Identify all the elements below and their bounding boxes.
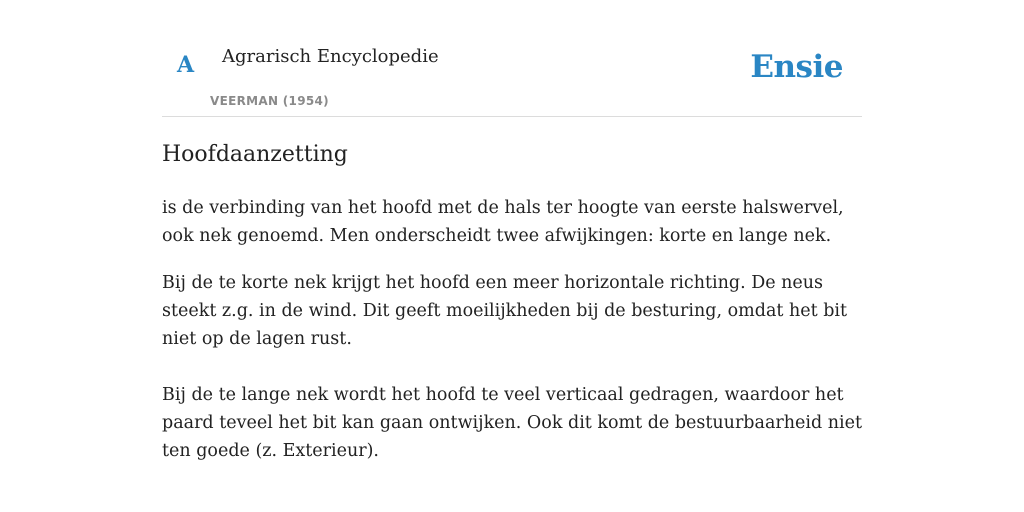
entry-paragraph: Bij de te lange nek wordt het hoofd te veel verticaal gedragen, waardoor het paard teveel het bit kan gaan ontwijken. Ook dit komt de bestuurbaarheid niet ten goede (z. Exterieur). (162, 384, 862, 461)
book-logo-icon[interactable]: A (177, 52, 195, 78)
entry-paragraph: is de verbinding van het hoofd met de hals ter hoogte van eerste halswervel, ook nek genoemd. Men onderscheidt twee afwijkingen: korte en lange nek. (162, 197, 844, 246)
book-author: VEERMAN (1954) (210, 94, 329, 108)
entry-paragraph: Bij de te korte nek krijgt het hoofd een meer horizontale richting. De neus steekt z.g. in de wind. Dit geeft moeilijkheden bij de besturing, omdat het bit niet op de lagen rust. (162, 272, 848, 349)
entry-title: Hoofdaanzetting (162, 142, 348, 167)
page-container (162, 0, 862, 465)
book-title-link[interactable]: Agrarisch Encyclopedie (222, 46, 439, 67)
ensie-logo[interactable]: Ensie (750, 49, 843, 85)
page-header (162, 0, 862, 117)
